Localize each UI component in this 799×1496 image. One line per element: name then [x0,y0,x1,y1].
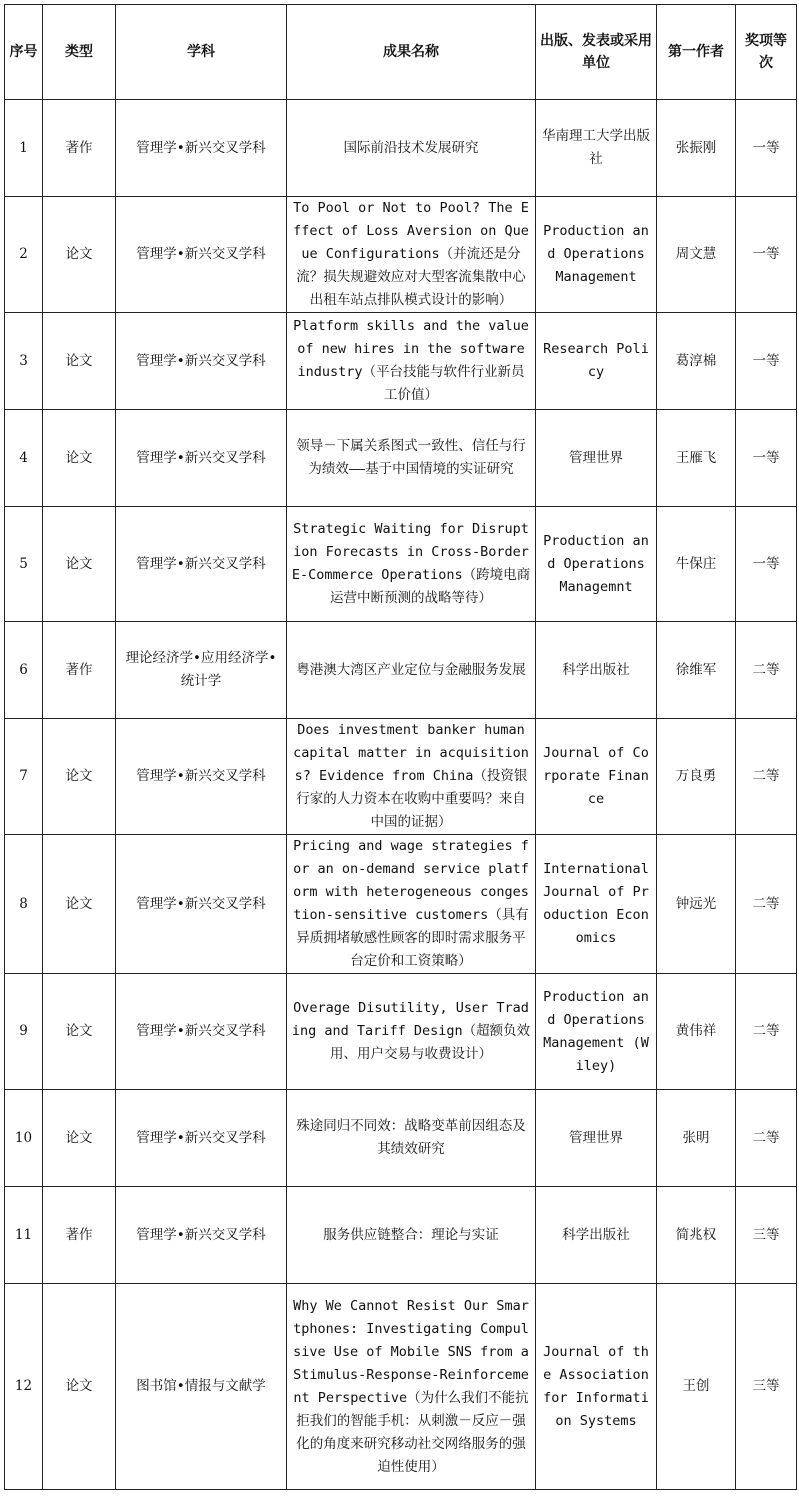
cell-publisher: International Journal of Production Economics [536,835,657,974]
cell-type: 论文 [43,719,116,835]
cell-author: 王创 [657,1284,736,1490]
cell-author: 张明 [657,1090,736,1187]
cell-author: 钟远光 [657,835,736,974]
cell-publisher: Journal of Corporate Finance [536,719,657,835]
cell-type: 论文 [43,313,116,410]
cell-subject: 管理学•新兴交叉学科 [116,1090,287,1187]
cell-level: 二等 [736,974,797,1090]
cell-publisher: Research Policy [536,313,657,410]
cell-level: 二等 [736,1090,797,1187]
cell-subject: 管理学•新兴交叉学科 [116,1187,287,1284]
cell-publisher: 管理世界 [536,410,657,507]
cell-level: 二等 [736,719,797,835]
header-level: 奖项等次 [736,5,797,100]
cell-index: 3 [5,313,43,410]
cell-publisher: 科学出版社 [536,1187,657,1284]
cell-level: 一等 [736,410,797,507]
cell-author: 简兆权 [657,1187,736,1284]
cell-index: 6 [5,622,43,719]
header-type: 类型 [43,5,116,100]
cell-type: 著作 [43,100,116,197]
cell-index: 12 [5,1284,43,1490]
cell-level: 一等 [736,197,797,313]
cell-title: 粤港澳大湾区产业定位与金融服务发展 [287,622,536,719]
table-row [5,197,797,313]
table-row [5,313,797,410]
table-row [5,1187,797,1284]
table-row [5,835,797,974]
cell-title: Pricing and wage strategies for an on-demand service platform with heterogeneous congestion-sensitive customers（具有异质拥堵敏感性顾客的即时需求服务平台定价和工资策略） [287,835,536,974]
header-author: 第一作者 [657,5,736,100]
cell-index: 8 [5,835,43,974]
cell-publisher: Production and Operations Management [536,197,657,313]
cell-type: 著作 [43,1187,116,1284]
cell-subject: 管理学•新兴交叉学科 [116,100,287,197]
header-row [5,5,797,100]
cell-level: 三等 [736,1187,797,1284]
cell-title: Overage Disutility, User Trading and Tariff Design（超额负效用、用户交易与收费设计） [287,974,536,1090]
cell-title: Does investment banker human capital matter in acquisitions? Evidence from China（投资银行家的人力资本在收购中重要吗？来自中国的证据） [287,719,536,835]
cell-level: 三等 [736,1284,797,1490]
cell-level: 一等 [736,507,797,622]
cell-author: 牛保庄 [657,507,736,622]
cell-type: 论文 [43,835,116,974]
cell-author: 黄伟祥 [657,974,736,1090]
cell-index: 9 [5,974,43,1090]
cell-subject: 管理学•新兴交叉学科 [116,410,287,507]
table-row [5,507,797,622]
cell-type: 论文 [43,197,116,313]
cell-type: 论文 [43,410,116,507]
awards-table [4,4,797,1490]
cell-title: Platform skills and the value of new hires in the software industry（平台技能与软件行业新员工价值） [287,313,536,410]
cell-subject: 管理学•新兴交叉学科 [116,974,287,1090]
cell-index: 10 [5,1090,43,1187]
cell-publisher: Production and Operations Management (Wiley) [536,974,657,1090]
cell-author: 徐维军 [657,622,736,719]
cell-index: 7 [5,719,43,835]
cell-index: 1 [5,100,43,197]
cell-subject: 管理学•新兴交叉学科 [116,197,287,313]
table-row [5,1284,797,1490]
cell-title: To Pool or Not to Pool? The Effect of Loss Aversion on Queue Configurations（并流还是分流？损失规避效应对大型客流集散中心出租车站点排队模式设计的影响） [287,197,536,313]
cell-index: 4 [5,410,43,507]
cell-title: Strategic Waiting for Disruption Forecasts in Cross-Border E-Commerce Operations（跨境电商运营中断预测的战略等待） [287,507,536,622]
header-subject: 学科 [116,5,287,100]
cell-title: 国际前沿技术发展研究 [287,100,536,197]
cell-subject: 管理学•新兴交叉学科 [116,835,287,974]
cell-level: 一等 [736,100,797,197]
cell-level: 一等 [736,313,797,410]
cell-publisher: 管理世界 [536,1090,657,1187]
cell-title: 领导－下属关系图式一致性、信任与行为绩效——基于中国情境的实证研究 [287,410,536,507]
table-row [5,410,797,507]
cell-author: 王雁飞 [657,410,736,507]
cell-title: 服务供应链整合：理论与实证 [287,1187,536,1284]
cell-author: 葛淳棉 [657,313,736,410]
table-row [5,974,797,1090]
cell-type: 著作 [43,622,116,719]
cell-type: 论文 [43,974,116,1090]
cell-publisher: Journal of the Association for Information Systems [536,1284,657,1490]
cell-index: 2 [5,197,43,313]
cell-author: 周文慧 [657,197,736,313]
cell-subject: 管理学•新兴交叉学科 [116,719,287,835]
table-row [5,100,797,197]
cell-index: 11 [5,1187,43,1284]
table-row [5,719,797,835]
cell-type: 论文 [43,1090,116,1187]
cell-subject: 理论经济学•应用经济学•统计学 [116,622,287,719]
cell-author: 张振刚 [657,100,736,197]
cell-publisher: Production and Operations Managemnt [536,507,657,622]
cell-author: 万良勇 [657,719,736,835]
cell-title: 殊途同归不同效：战略变革前因组态及其绩效研究 [287,1090,536,1187]
header-publisher: 出版、发表或采用单位 [536,5,657,100]
cell-type: 论文 [43,1284,116,1490]
cell-level: 二等 [736,622,797,719]
cell-subject: 管理学•新兴交叉学科 [116,313,287,410]
cell-subject: 管理学•新兴交叉学科 [116,507,287,622]
table-row [5,622,797,719]
cell-publisher: 科学出版社 [536,622,657,719]
cell-title: Why We Cannot Resist Our Smartphones: Investigating Compulsive Use of Mobile SNS from a Stimulus-Response-Reinforcement Perspective（为什么我们不能抗拒我们的智能手机：从刺激－反应－强化的角度来研究移动社交网络服务的强迫性使用） [287,1284,536,1490]
cell-publisher: 华南理工大学出版社 [536,100,657,197]
cell-index: 5 [5,507,43,622]
table-row [5,1090,797,1187]
cell-type: 论文 [43,507,116,622]
header-index: 序号 [5,5,43,100]
header-title: 成果名称 [287,5,536,100]
cell-subject: 图书馆•情报与文献学 [116,1284,287,1490]
cell-level: 二等 [736,835,797,974]
